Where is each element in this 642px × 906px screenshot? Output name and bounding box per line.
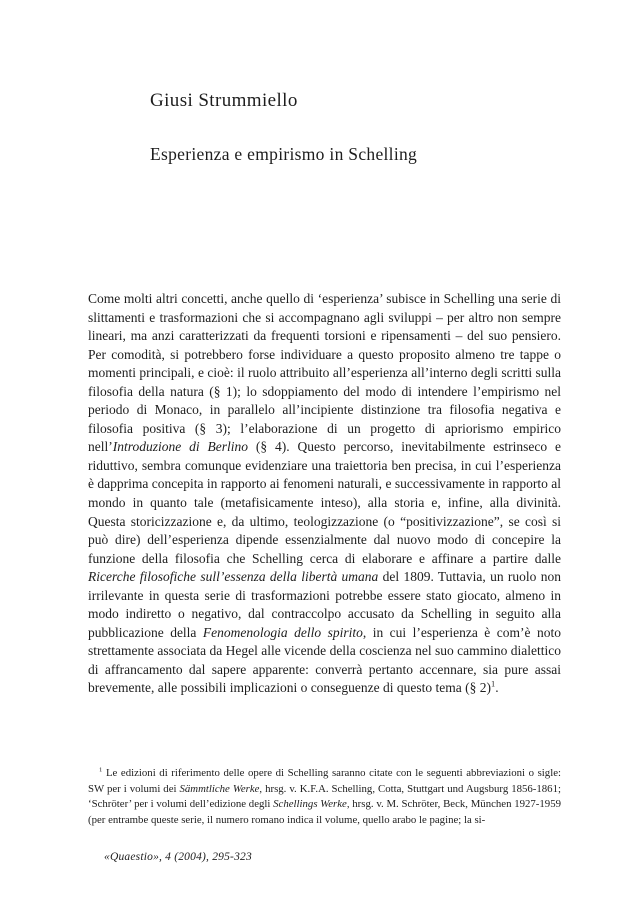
paragraph-segment-italic: Ricerche filosofiche sull’essenza della libertà umana — [88, 569, 379, 585]
journal-citation: «Quaestio», 4 (2004), 295-323 — [104, 851, 252, 863]
article-title: Esperienza e empirismo in Schelling — [150, 144, 418, 164]
paragraph-segment: . — [495, 680, 499, 696]
paragraph-segment: del 1809. Tuttavia, un ruolo non irrilevante in questa serie di trasformazioni potrebbe essere stato giocato, almeno in modo indiretto o negativo, dal contraccolpo accusato da Schelling in seguito alla pubblicazione della — [88, 569, 561, 640]
paragraph-segment: , in cui l’esperienza è com’è noto strettamente associata da Hegel alle vicende della coscienza nel suo cammino dialettico di affrancamento dal sapere apparente: converrà pertanto accennare, sia pure assai brevemente, alle possibili implicazioni o conseguenze di questo tema (§ 2) — [88, 624, 561, 696]
footnote-segment-italic: Sämmtliche Werke — [179, 782, 260, 795]
footnote-segment: , hrsg. v. M. Schröter, Beck, München 1927-1959 (per entrambe queste serie, il numero romano indica il volume, quello arabo le pagine; la si- — [88, 798, 561, 826]
paragraph-segment: (§ 4). Questo percorso, inevitabilmente estrinseco e riduttivo, sembra comunque evidenziare una traiettoria ben precisa, in cui l’esperienza è dapprima concepita in rapporto ai fenomeni naturali, e successivamente in rapporto al mondo in quanto tale (metafisicamente inteso), alla storia e, infine, alla divinità. Questa storicizzazione e, da ultimo, teologizzazione (o “positivizzazione”, se così si può dire) dell’esperienza dipende essenzialmente dal nuovo modo di concepire la funzione della filosofia che Schelling cerca di elaborare e affinare a partire dalle — [88, 439, 561, 566]
paragraph-segment: Come molti altri concetti, anche quello di ‘esperienza’ subisce in Schelling una serie di slittamenti e trasformazioni che si accompagnano agli sviluppi – per altro non sempre lineari, ma anzi caratterizzati da frequenti torsioni e ripensamenti – del suo pensiero. Per comodità, si potrebbero forse individuare a questo proposito almeno tre tappe o momenti principali, e cioè: il ruolo attribuito all’esperienza all’interno degli scritti sulla filosofia della natura (§ 1); lo sdoppiamento del modo di intendere l’empirismo nel periodo di Monaco, in parallelo all’incipiente distinzione tra filosofia negativa e filosofia positiva (§ 3); l’elaborazione di un progetto di apriorismo empirico nell’ — [88, 291, 561, 455]
footnote-segment: , hrsg. v. K.F.A. Schelling, Cotta, Stuttgart und Augsburg 1856-1861; ‘Schröter’ per i volumi dell’edizione degli — [88, 782, 561, 811]
footnote-reference-mark: 1 — [491, 679, 496, 689]
footnote-segment: Le edizioni di riferimento delle opere di Schelling saranno citate con le seguenti abbreviazioni o sigle: SW per i volumi dei — [88, 767, 561, 795]
footnote — [88, 766, 561, 828]
paragraph-segment-italic: Introduzione di Berlino — [112, 439, 248, 455]
footnote-segment-italic: Schellings Werke — [273, 798, 347, 811]
author-name: Giusi Strummiello — [150, 90, 298, 111]
body-paragraph — [88, 290, 561, 698]
footnote-marker: 1 — [99, 766, 103, 774]
paragraph-segment-italic: Fenomenologia dello spirito — [202, 624, 363, 640]
